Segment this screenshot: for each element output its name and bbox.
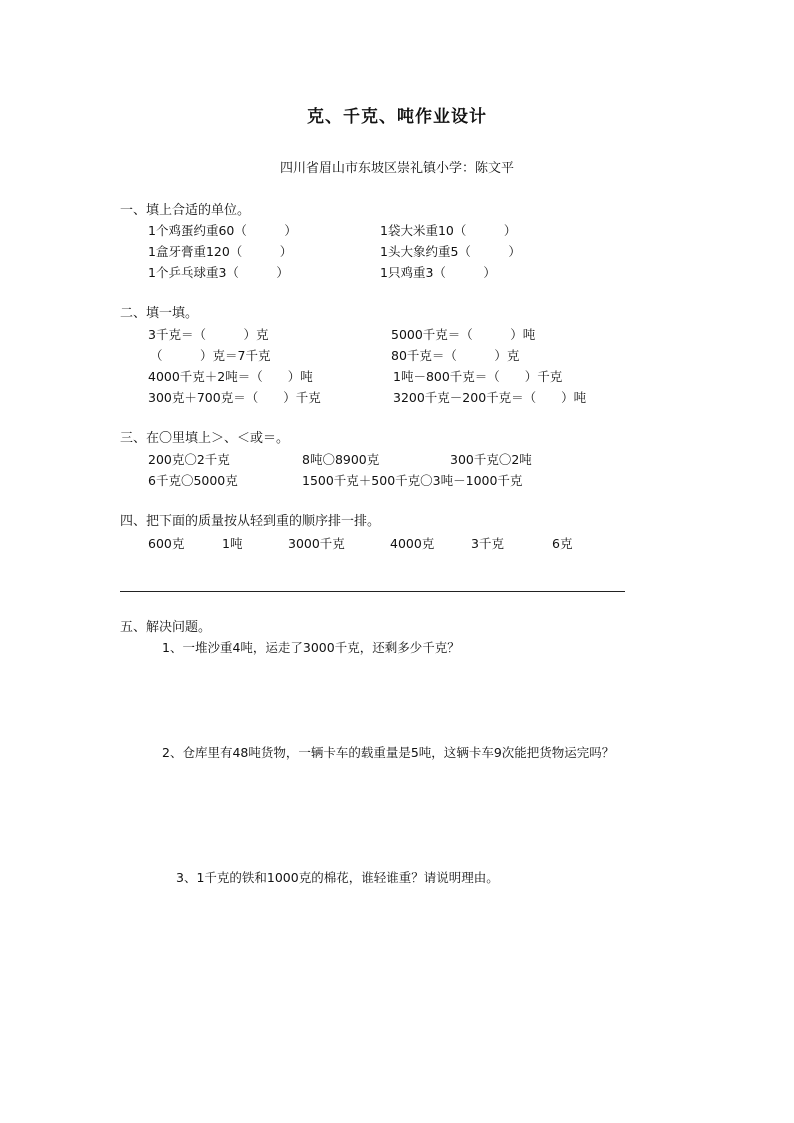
s1-item-toothpaste[interactable]: 1盒牙膏重120（ ） [148, 244, 293, 259]
s4-mass-1: 600克 [148, 536, 185, 551]
section-1-heading: 一、填上合适的单位。 [120, 203, 251, 218]
s2-item-4[interactable]: 80千克＝（ ）克 [391, 348, 520, 363]
page-title: 克、千克、吨作业设计 [307, 107, 487, 127]
s2-item-7[interactable]: 300克＋700克＝（ ）千克 [148, 390, 321, 405]
s4-mass-6: 6克 [552, 536, 573, 551]
problem-2: 2、仓库里有48吨货物，一辆卡车的载重量是5吨，这辆卡车9次能把货物运完吗？ [162, 745, 615, 760]
s2-item-2[interactable]: 5000千克＝（ ）吨 [391, 327, 536, 342]
s4-mass-3: 3000千克 [288, 536, 345, 551]
s2-item-8[interactable]: 3200千克－200千克＝（ ）吨 [393, 390, 587, 405]
s1-item-elephant[interactable]: 1头大象约重5（ ） [380, 244, 521, 259]
s4-mass-5: 3千克 [471, 536, 504, 551]
s4-mass-4: 4000克 [390, 536, 435, 551]
section-2-heading: 二、填一填。 [120, 306, 199, 321]
s4-mass-2: 1吨 [222, 536, 243, 551]
s3-item-1[interactable]: 200克〇2千克 [148, 452, 230, 467]
author-line: 四川省眉山市东坡区崇礼镇小学：陈文平 [279, 161, 514, 176]
s1-item-rice[interactable]: 1袋大米重10（ ） [380, 223, 517, 238]
s2-item-5[interactable]: 4000千克＋2吨＝（ ）吨 [148, 369, 313, 384]
problem-3: 3、1千克的铁和1000克的棉花，谁轻谁重？请说明理由。 [176, 870, 499, 885]
s2-item-6[interactable]: 1吨－800千克＝（ ）千克 [393, 369, 563, 384]
section-4-heading: 四、把下面的质量按从轻到重的顺序排一排。 [120, 514, 381, 529]
section-3-heading: 三、在〇里填上＞、＜或＝。 [120, 431, 290, 446]
s3-item-5[interactable]: 1500千克＋500千克〇3吨－1000千克 [302, 473, 523, 488]
s2-item-1[interactable]: 3千克＝（ ）克 [148, 327, 269, 342]
section-5-heading: 五、解决问题。 [120, 620, 212, 635]
answer-line[interactable] [120, 591, 625, 592]
s1-item-pingpong[interactable]: 1个乒乓球重3（ ） [148, 265, 289, 280]
s1-item-chicken[interactable]: 1只鸡重3（ ） [380, 265, 496, 280]
s2-item-3[interactable]: （ ）克＝7千克 [150, 348, 271, 363]
s1-item-egg[interactable]: 1个鸡蛋约重60（ ） [148, 223, 297, 238]
problem-1: 1、一堆沙重4吨，运走了3000千克，还剩多少千克？ [162, 640, 460, 655]
s3-item-2[interactable]: 8吨〇8900克 [302, 452, 380, 467]
s3-item-3[interactable]: 300千克〇2吨 [450, 452, 532, 467]
s3-item-4[interactable]: 6千克〇5000克 [148, 473, 238, 488]
